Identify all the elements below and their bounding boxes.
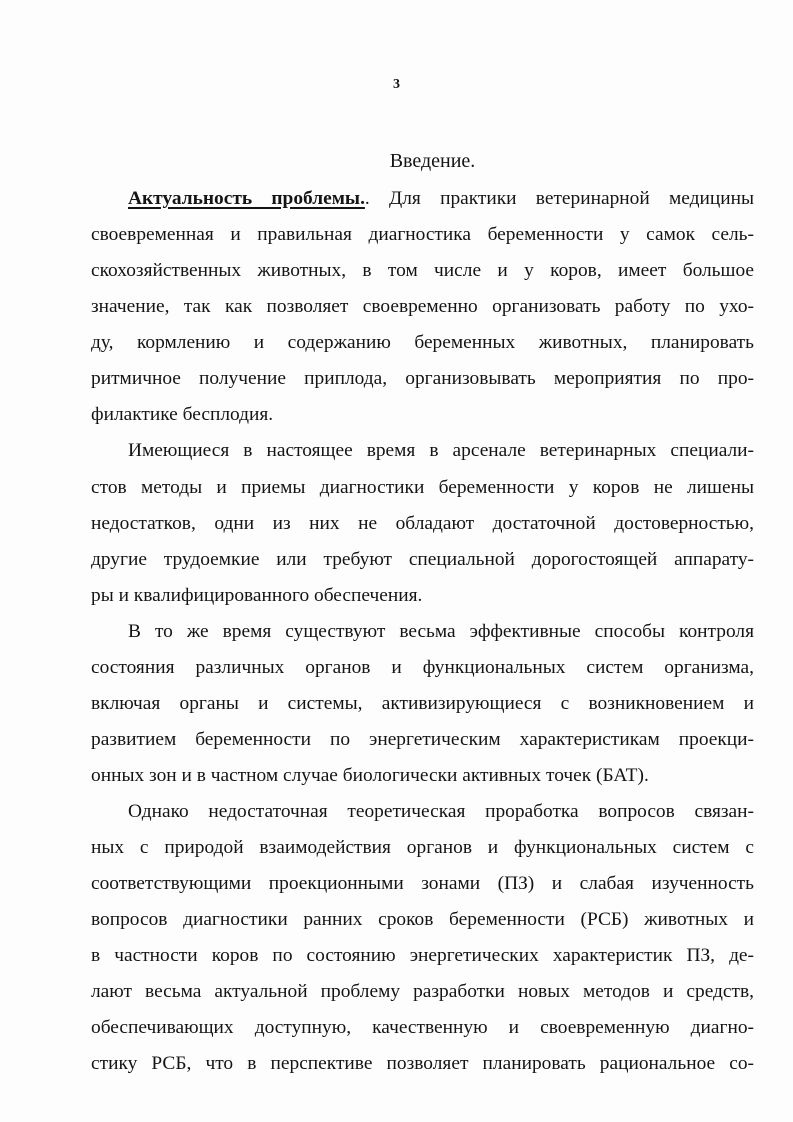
text-line: Однако недостаточная теоретическая проработка вопросов связан- [128, 801, 754, 822]
text-line: своевременная и правильная диагностика беременности у самок сель- [91, 224, 754, 245]
text-line: вопросов диагностики ранних сроков беременности (РСБ) животных и [91, 909, 754, 930]
text-line: ритмичное получение приплода, организовывать мероприятия по про- [91, 368, 754, 389]
text-line: в частности коров по состоянию энергетических характеристик ПЗ, де- [91, 945, 754, 966]
text-line: ных с природой взаимодействия органов и функциональных систем с [91, 837, 754, 858]
text-line: стов методы и приемы диагностики беременности у коров не лишены [91, 477, 754, 498]
text-line: скохозяйственных животных, в том числе и у коров, имеет большое [91, 260, 754, 281]
text-line: В то же время существуют весьма эффективные способы контроля [128, 621, 754, 642]
text-line: филактике бесплодия. [91, 404, 274, 425]
text-line: развитием беременности по энергетическим характеристикам проекци- [91, 729, 754, 750]
text-line: соответствующими проекционными зонами (ПЗ) и слабая изученность [91, 873, 754, 894]
text-line: обеспечивающих доступную, качественную и своевременную диагно- [91, 1017, 754, 1038]
text-line: состояния различных органов и функциональных систем организма, [91, 657, 754, 678]
text-line: Имеющиеся в настоящее время в арсенале ветеринарных специали- [128, 440, 754, 461]
text-line: стику РСБ, что в перспективе позволяет планировать рациональное со- [91, 1053, 754, 1074]
text-line: Актуальность проблемы.. Для практики ветеринарной медицины [128, 188, 754, 209]
section-heading: Введение. [389, 150, 476, 172]
text-line: недостатков, одни из них не обладают достаточной достоверностью, [91, 513, 754, 534]
lead-phrase: Актуальность проблемы. [128, 188, 365, 209]
text-line: значение, так как позволяет своевременно организовать работу по ухо- [91, 296, 754, 317]
text-line: ду, кормлению и содержанию беременных животных, планировать [91, 332, 754, 353]
text-line: ры и квалифицированного обеспечения. [91, 585, 423, 606]
page-number: 3 [393, 77, 400, 92]
text-line: другие трудоемкие или требуют специальной дорогостоящей аппарату- [91, 549, 754, 570]
text-line: онных зон и в частном случае биологически активных точек (БАТ). [91, 765, 649, 786]
text-line: лают весьма актуальной проблему разработки новых методов и средств, [91, 981, 754, 1002]
text-line: включая органы и системы, активизирующиеся с возникновением и [91, 693, 754, 714]
